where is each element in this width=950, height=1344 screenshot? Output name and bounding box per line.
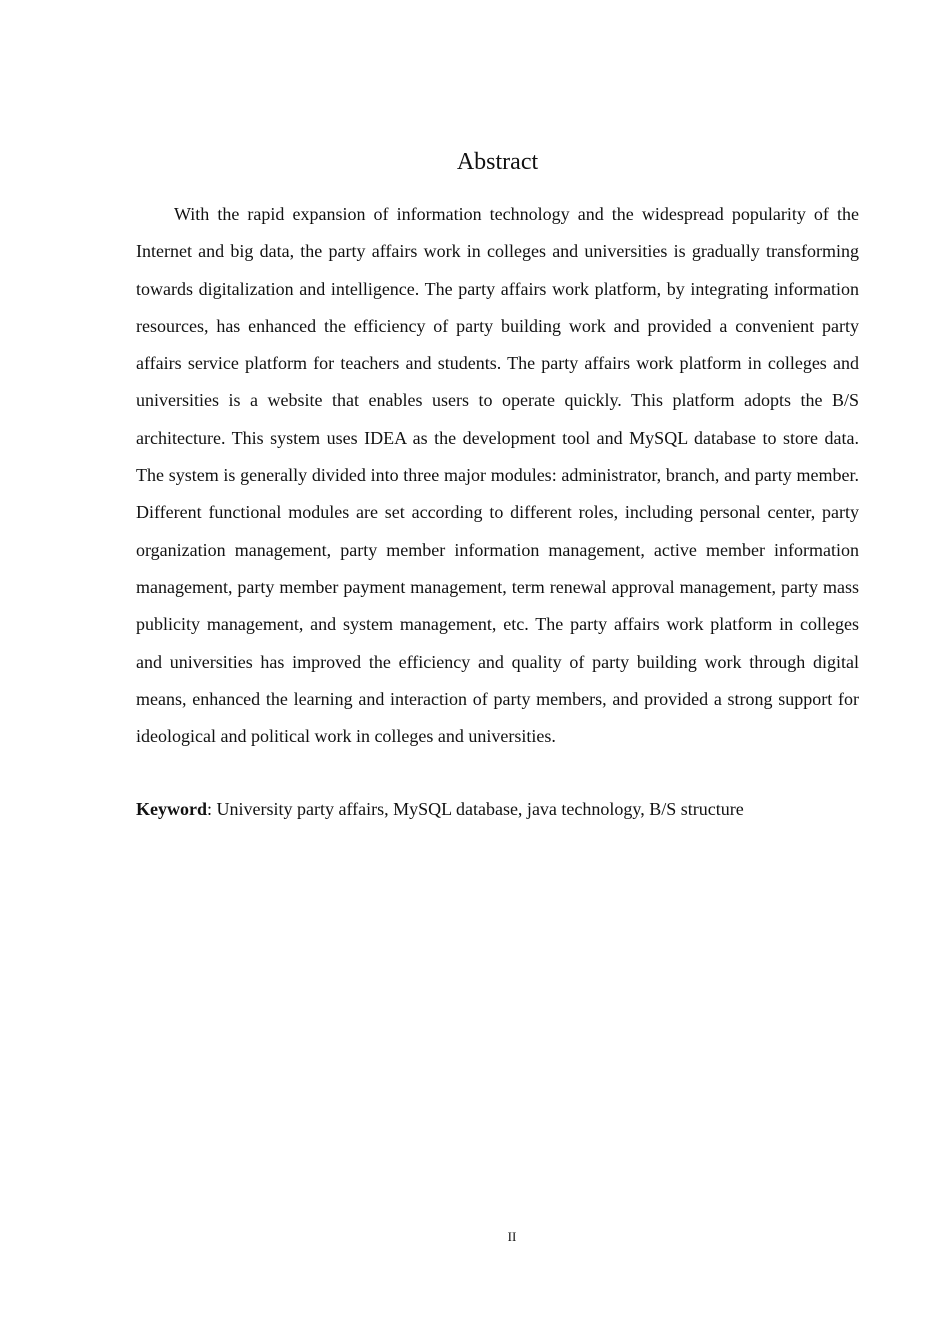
page-title: Abstract (456, 149, 539, 175)
keywords-label: Keyword (136, 799, 207, 819)
abstract-paragraph: With the rapid expansion of information technology and the widespread popularity of the Internet and big data, the party affairs work in colleges and universities is gradually transforming towards digitalization and intelligence. The party affairs work platform, by integrating information resources, has enhanced the efficiency of party building work and provided a convenient party affairs service platform for teachers and students. The party affairs work platform in colleges and universities is a website that enables users to operate quickly. This platform adopts the B/S architecture. This system uses IDEA as the development tool and MySQL database to store data. The system is generally divided into three major modules: administrator, branch, and party member. Different functional modules are set according to different roles, including personal center, party organization management, party member information management, active member information management, party member payment management, term renewal approval management, party mass publicity management, and system management, etc. The party affairs work platform in colleges and universities has improved the efficiency and quality of party building work through digital means, enhanced the learning and interaction of party members, and provided a strong support for ideological and political work in colleges and universities. (136, 204, 859, 747)
keywords-line (136, 793, 859, 825)
page-number: II (507, 1229, 517, 1244)
keywords-text: University party affairs, MySQL database, java technology, B/S structure (216, 799, 744, 819)
keywords-separator: : (207, 799, 217, 819)
